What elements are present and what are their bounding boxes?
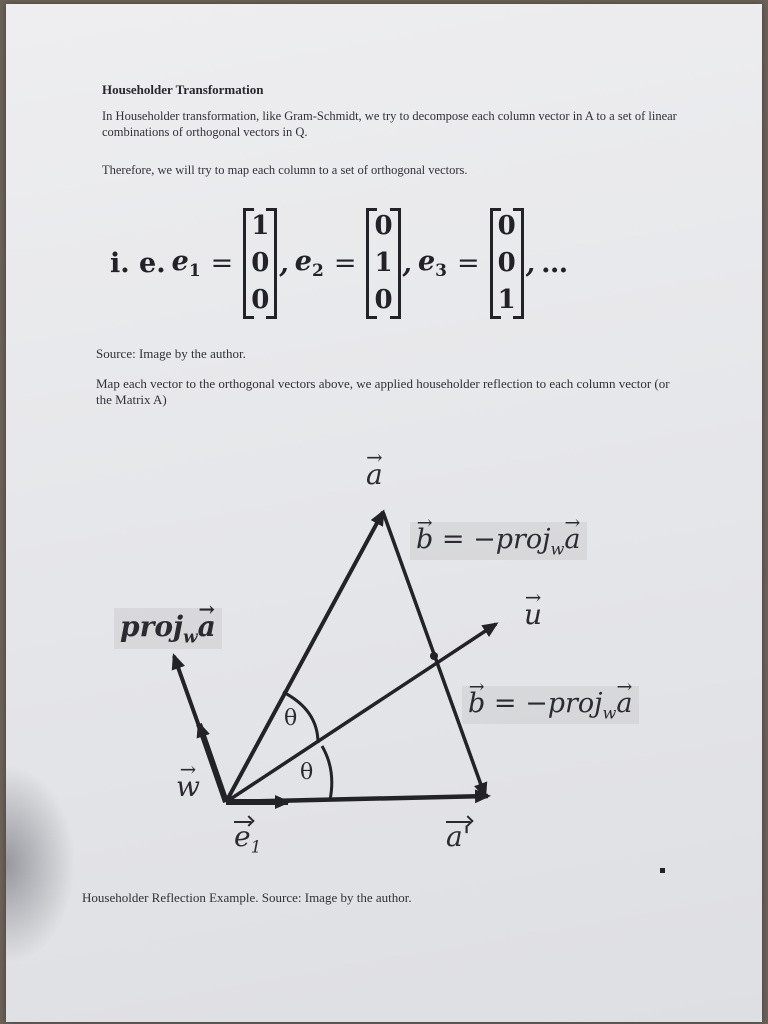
ie-prefix: i. e. (110, 247, 166, 279)
doc-title: Householder Transformation (102, 82, 264, 97)
angle-arc-lower (322, 746, 332, 800)
equals-sign: = (210, 247, 234, 279)
stray-mark (660, 868, 665, 873)
intersection-point (430, 652, 438, 660)
label-a-prime: a' (446, 820, 471, 853)
equation-caption: Source: Image by the author. (96, 346, 246, 361)
vector-a-line (226, 512, 383, 802)
label-w: → w (176, 770, 200, 803)
label-e1: $e_1$ (234, 820, 262, 857)
label-theta-upper: θ (284, 706, 298, 731)
label-u: → u (524, 598, 542, 631)
label-proj: proj$_w$→ a (114, 608, 222, 649)
label-b-top: → b = −proj$_w$→ a (410, 522, 587, 560)
e2-symbol: $e_2$ (294, 245, 324, 281)
intro-paragraph: In Householder transformation, like Gram-Schmidt, we try to decompose each column vector in A to a set of linear combinations of orthogonal vectors in Q. (102, 109, 677, 139)
mapping-paragraph: Therefore, we will try to map each column to a set of orthogonal vectors. (102, 163, 468, 177)
householder-diagram (0, 440, 768, 880)
label-b-mid: → b = −proj$_w$→ a (462, 686, 639, 724)
e1-symbol: $e_1$ (171, 245, 201, 281)
equals-sign: = (456, 247, 480, 279)
label-theta-lower: θ (300, 760, 314, 785)
diagram-caption: Householder Reflection Example. Source: Image by the author. (82, 890, 412, 905)
ellipsis: … (541, 247, 569, 279)
matrix-e2: 0 1 0 (366, 208, 400, 319)
reflection-paragraph: Map each vector to the orthogonal vectors above, we applied householder reflection to each column vector (or the Matrix A) (96, 376, 670, 407)
matrix-e1: 1 0 0 (243, 208, 277, 319)
matrix-e3: 0 0 1 (490, 208, 524, 319)
e3-symbol: $e_3$ (417, 245, 447, 281)
label-a: → a (366, 458, 383, 491)
basis-vectors-equation: i. e. $e_1$ = 1 0 0 , $e_2$ = 0 1 0 , $e_3$ = 0 0 1 , … (110, 205, 568, 321)
equals-sign: = (333, 247, 357, 279)
vector-w-line (199, 724, 226, 802)
